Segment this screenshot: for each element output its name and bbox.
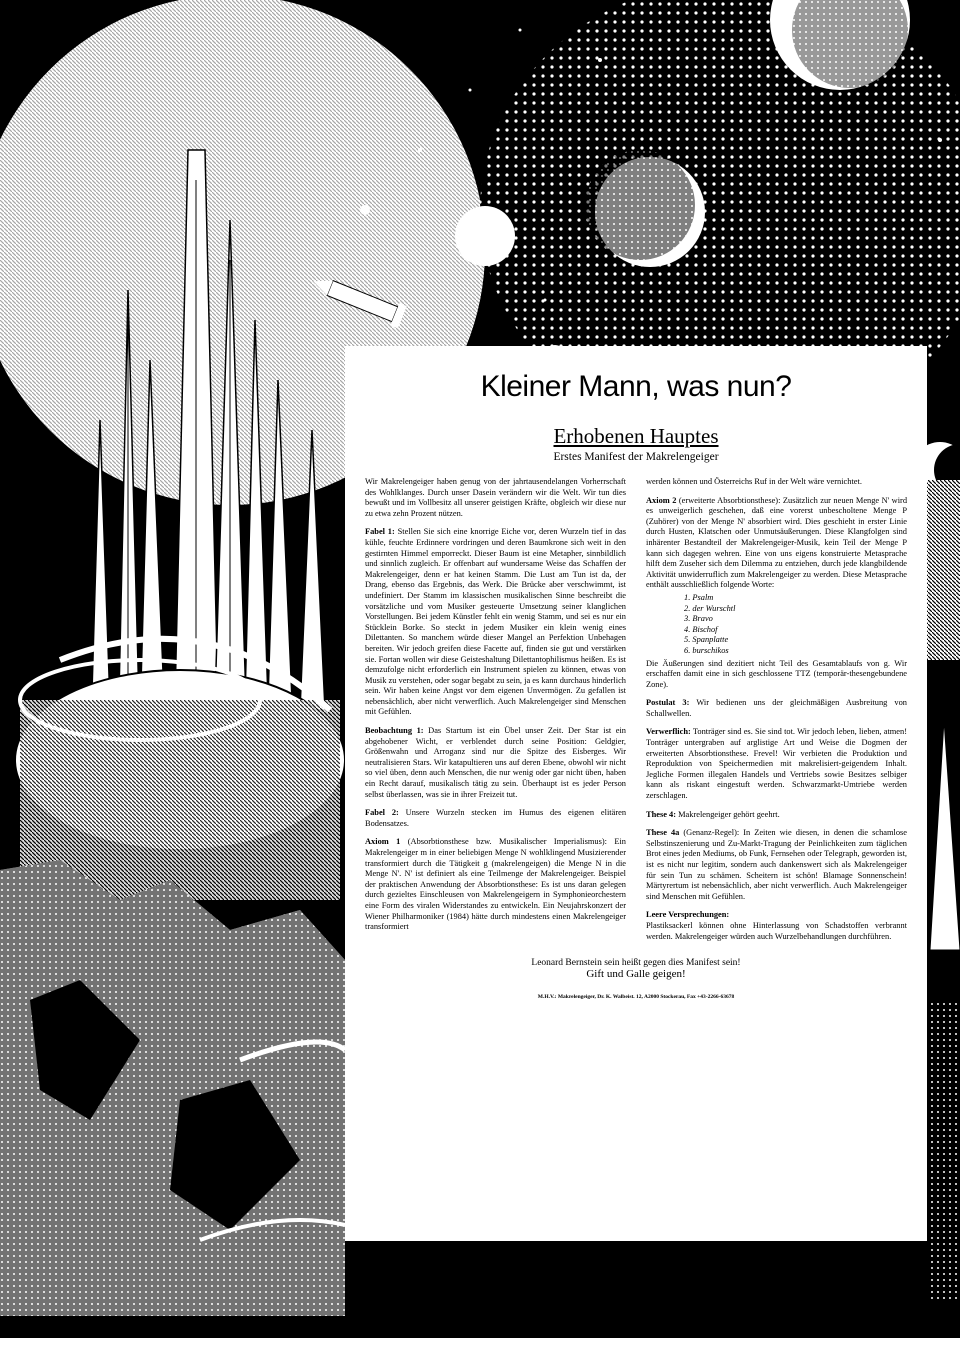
list-item: 1. Psalm (684, 592, 714, 602)
paragraph: Verwerflich: Tonträger sind es. Sie sind tot. Wir jedoch leben, lieben, atmen! Tonträger untergraben auf arglistige Art und Weise die Dogmen der erweiterten Absorbtionsthese. Frevel! Wir verbieten die Produktion und Reproduktion von Speichermedien mit makrelisiert-geigendem Inhalt. Jegliche Formen illegalen Handels und Vertriebs sowie Besitzes selbiger kann als riskant eingestuft werden. Schwarzmarkt-Umtriebe werden zerschlagen. (646, 727, 907, 801)
paragraph: Leere Versprechungen: Plastiksackerl können ohne Hinterlassung von Schadstoffen verbrannt werden. Makrelengeiger würden auch Wurzelbehandlungen durchführen. (646, 910, 907, 941)
closing-slogan: Gift und Galle geigen! (586, 968, 686, 981)
manifest-subtitle: Erhobenen Hauptes (553, 424, 719, 448)
paragraph: werden können und Österreichs Ruf in der Welt wäre vernichtet. (646, 477, 862, 486)
imprint: M.H.V.: Makrelengeiger, Dr. K. Walbeist. 12, A2000 Stockerau, Fax +43-2266-63678 (537, 994, 735, 1001)
manifest-subheading: Erstes Manifest der Makrelengeiger (553, 451, 719, 463)
left-column (365, 477, 626, 950)
closing-statement (365, 958, 907, 980)
paragraph: Wir Makrelengeiger haben genug von der jahrtausendelangen Vorherrschaft des Wohlklanges. Durch unser Dasein verändern wir die Welt. Wir tun dies bewußt und im Vollbesitz all unserer geistigen Kräfte, obgleich wir diese nur zu etwa zehn Prozent nützen. (365, 477, 626, 518)
paragraph: Fabel 2: Unsere Wurzeln stecken im Humus des eigenen elitären Bodensatzes. (365, 808, 627, 828)
list-item: 4. Bischof (684, 624, 718, 634)
paragraph: These 4: Makrelengeiger gehört geehrt. (646, 809, 780, 819)
list-item: 5. Spanplatte (684, 635, 729, 645)
closing-line: Leonard Bernstein sein heißt gegen dies Manifest sein! (531, 958, 741, 969)
manifest-panel (345, 346, 927, 1241)
paragraph: Fabel 1: Stellen Sie sich eine knorrige Eiche vor, deren Wurzeln tief in das kühle, feuchte Erdinnere vordringen und deren Baumkrone sich weit in den gestirnten Himmel emporreckt. Dieser Baum ist eine Metapher, sinnbildlich und sinnlich zugleich. Er offenbart auf wundersame Weise das Schaffen der Makrelengeiger, denn er hat keinen Stamm. Die Lust am Tun ist da, der Drang, ebenso das Ergebnis, das Werk. Die Brücke aber verschwimmt, ist undefiniert. Der Stamm im klassischen musikalischen Sinne beschreibt die vorsätzliche und vom Musiker gesteuerte Umsetzung seiner klanglichen Vorstellungen. Bei jedem Künstler fehlt ein wenig Stamm, und sei es nur ein Stücklein Borke. So steckt in jedem Musiker ein klein wenig eines Dilettanten. So manchem würde dieser Mangel an Perfektion Unbehagen bereiten. Wir jedoch greifen diese Facette auf, finden sie gut und verstärken sie. Fortan wollen wir diese Geisteshaltung Dilettantophilismus heißen. Es ist demzufolge nicht erforderlich ein Instrument spielen zu können, etwas von Musik zu verstehen, oder sogar begabt zu sein, ja es kann durchaus hinderlich sein. Wir haben keine Angst vor dem eigenen Unvermögen. Zu gefallen ist nebensächlich, aber nicht verwerflich. Auch Makrelengeiger sind Menschen mit Gefühlen. (365, 527, 627, 717)
paragraph: Beobachtung 1: Das Startum ist ein Übel unser Zeit. Der Star ist ein abgehobener Wicht, er verblendet durch seine Position: Geldgier, Größenwahn und Arroganz sind nur die Spitze des Eisberges. Wir neutralisieren Stars. Wir katapultieren uns auf deren Ebene, obwohl wir nicht so viel üben, denn auch Menschen, die nur wenig oder gar nicht üben, haben ein Recht darauf, musikalisch tätig zu sein. Überhaupt ist es jeder Person selbst überlassen, was sie in ihrer Freizeit tut. (365, 726, 626, 799)
manifest-columns (365, 477, 907, 950)
paragraph: Postulat 3: Wir bedienen uns der gleichmäßigen Ausbreitung von Schallwellen. (646, 698, 907, 718)
list-item: 3. Bravo (684, 614, 713, 624)
manifest-title: Kleiner Mann, was nun? (480, 370, 792, 403)
right-column (646, 477, 907, 950)
metalanguage-word-list (646, 593, 907, 657)
paragraph: These 4a (Genanz-Regel): In Zeiten wie diesen, in denen die schamlose Selbstinszenierung und Zu-Markt-Tragung der Peinlichkeiten zum täglichen Brot eines jeden Mediums, ob Funk, Fernsehen oder Telegraph, geworden ist, ist es nicht nur legitim, sondern auch dankenswert sich als Makrelengeiger für sein Tun zu schämen. Scheitern ist schön! Blamage Sonnenschein! Märtyrertum ist nebensächlich, aber nicht verwerflich. Auch Makrelengeiger sind Menschen mit Gefühlen. (646, 828, 907, 901)
paragraph: Die Äußerungen sind dezitiert nicht Teil des Gesamtablaufs von g. Wir erschaffen damit eine in sich geschlossene TTZ (temporär-thesengebundene Zone). (646, 658, 907, 689)
paragraph: Axiom 2 (erweiterte Absorbtionsthese): Zusätzlich zur neuen Menge N' wird es unweigerlich geschehen, daß eine vorerst unbescholtene Menge P (Zuhörer) von der Menge N' absorbiert wird. Dies geschieht in erster Linie durch Husten, Klatschen oder Unmutsäußerungen. Diese Klangfolgen sind inhärenter Bestandteil der Makrelengeiger-Musik, kein Teil der Menge P kann sich dagegen wehren. Eine von uns eigens konstruierte Metasprache hilft dem Zuseher sich dem Dilemma zu entziehen, durch jede klangbildende Aktivität unwiderruflich zum Makrelengeiger zu werden. Diese Metasprache enthält ausschließlich folgende Worte: (646, 495, 908, 590)
paragraph: Axiom 1 (Absorbtionsthese bzw. Musikalischer Imperialismus): Ein Makrelengeiger m in einer beliebigen Menge N wohlklingend Musizierender transformiert durch die Tätigkeit g (makrelengeigen) die Menge N in die Menge N'. N' ist definiert als eine Teilmenge der Makrelengeiger. Beispiel der praktischen Anwendung der Absorbtionsthese: Es ist uns daran gelegen durch gezieltes Einschleusen von Makrelengeigern in Symphonieorchestern eine Form des viralen Widerstandes zu entwickeln. Ein Neujahrskonzert der Wiener Philharmoniker (1984) hätte durch mindestens einen Makrelengeiger transformiert (365, 837, 626, 932)
list-item: 6. burschikos (684, 645, 729, 655)
list-item: 2. der Wurschtl (684, 603, 736, 613)
